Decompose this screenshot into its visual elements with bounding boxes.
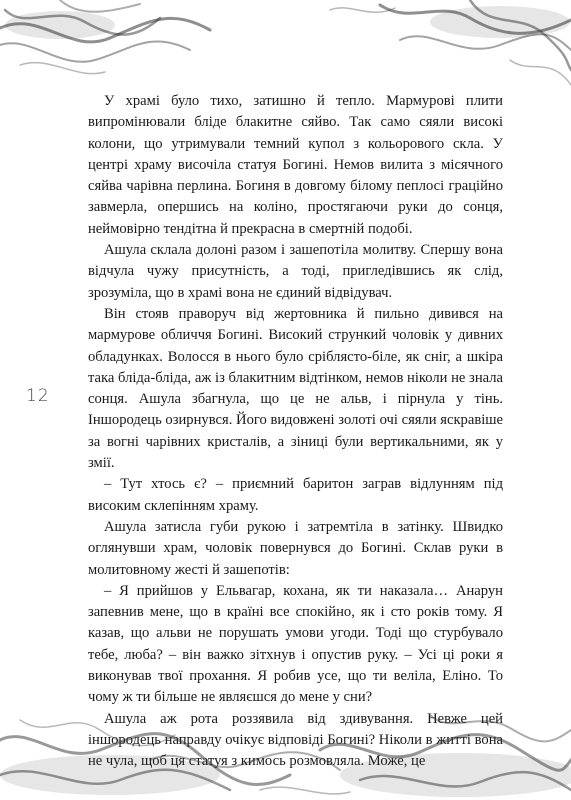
body-text <box>88 91 503 773</box>
paragraph: Ашула затисла губи рукою і затремтіла в затінку. Швидко оглянувши храм, чоловік повернувся до Богині. Склав руки в молитовному жесті й зашепотів: <box>88 518 503 578</box>
paragraph: – Я прийшов у Ельвагар, кохана, як ти наказала… Анарун запевнив мене, що в країні все спокійно, як і сто років тому. Я казав, що альви не порушать умови угоди. Тоді що стурбувало тебе, люба? – він важко зітхнув і опустив руку. – Усі ці роки я виконував твої прохання. Я робив усе, що ти веліла, Еліно. То чому ж ти більше не являєшся до мене у сни? <box>88 582 503 706</box>
page-number: 12 <box>26 386 50 406</box>
paragraph: Ашула склала долоні разом і зашепотіла молитву. Спершу вона відчула чужу присутність, а тоді, пригледівшись як слід, зрозуміла, що в храмі вона не єдиний відвідувач. <box>88 242 503 301</box>
paragraph: У храмі було тихо, затишно й тепло. Мармурові плити випромінювали бліде блакитне сяйво. Так само сяяли високі колони, що утримували темний купол з кольорового скла. У центрі храму височіла статуя Богині. Немов вилита з місячного сяйва чарівна перлина. Богиня в довгому білому пеплосі граційно завмерла, опершись на коліно, простягаючи руки до сонця, неймовірно тендітна й прекрасна в смертній подобі. <box>88 93 503 237</box>
paragraph: Ашула аж рота роззявила від здивування. Невже цей іншородець направду очікує відповіді Богині? Ніколи в житті вона не чула, щоб ця статуя з кимось розмовляла. Може, це <box>88 710 503 770</box>
paragraph: Він стояв праворуч від жертовника й пильно дивився на мармурове обличчя Богині. Високий стрункий чоловік у дивних обладунках. Волосся в нього було сріблясто-біле, як сніг, а шкіра така бліда-бліда, аж із блакитним відтінком, немов ніколи не знала сонця. Ашула збагнула, що це не альв, і пірнула у тінь. Іншородець озирнувся. Його видовжені золоті очі сяяли яскравіше за вогні чарівних кристалів, а зіниці були вертикальними, як у змії. <box>88 305 503 472</box>
paragraph: – Тут хтось є? – приємний баритон заграв відлунням під високим склепінням храму. <box>88 476 503 514</box>
